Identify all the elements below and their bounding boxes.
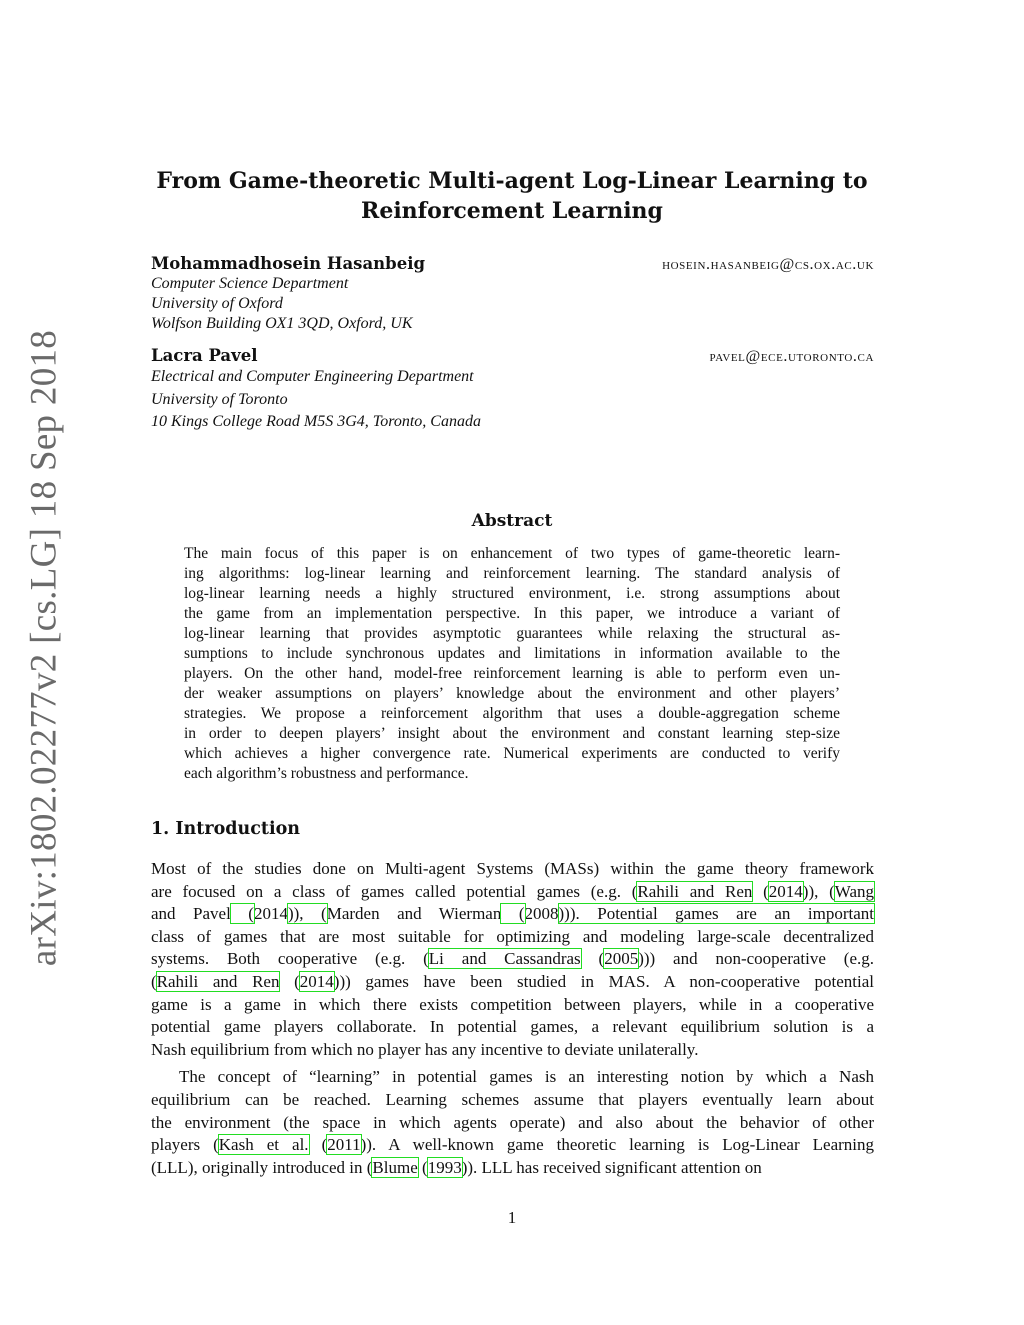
intro-text: )). A well-known game theoretic learning is Log-Linear Learning	[360, 1135, 874, 1155]
intro-text: (	[279, 971, 300, 991]
abstract-line: The main focus of this paper is on enhancement of two types of game-theoretic learn-	[184, 545, 840, 562]
author-affiliation-line: University of Toronto	[151, 390, 288, 408]
citation-link[interactable]: (	[230, 904, 254, 924]
intro-text: (	[580, 949, 605, 969]
paper-title	[150, 166, 874, 226]
intro-text: game is a game in which there exists competition between players, while in a cooperative	[151, 994, 874, 1014]
intro-text: Most of the studies done on Multi-agent Systems (MASs) within the game theory framework	[151, 859, 874, 878]
intro-text: Nash equilibrium from which no player has any incentive to deviate unilaterally.	[151, 1039, 699, 1059]
citation-link[interactable]: 2014	[299, 971, 334, 991]
citation-link[interactable]: Kash et al.	[218, 1135, 309, 1155]
intro-line	[151, 948, 874, 971]
author-affiliation-line: Electrical and Computer Engineering Department	[151, 368, 474, 385]
citation-link[interactable]: 2005	[604, 949, 639, 969]
intro-line	[151, 858, 874, 881]
intro-text: )). LLL has received significant attention on	[461, 1157, 762, 1177]
intro-line	[151, 1112, 874, 1135]
abstract-line: the game from an implementation perspective. In this paper, we introduce a variant of	[184, 605, 840, 622]
abstract-heading: Abstract	[471, 511, 553, 531]
abstract-line: players. On the other hand, model-free reinforcement learning is able to perform even un-	[184, 665, 840, 682]
abstract-line: strategies. We propose a reinforcement algorithm that uses a double-aggregation scheme	[184, 705, 840, 722]
intro-text: equilibrium can be reached. Learning schemes assume that players eventually learn about	[151, 1089, 874, 1109]
intro-text: 2014	[253, 904, 288, 924]
citation-link[interactable]: 1993	[427, 1157, 462, 1177]
page-number: 1	[507, 1208, 517, 1227]
intro-line	[151, 971, 874, 994]
citation-link[interactable]: Wang	[834, 881, 875, 901]
citation-link[interactable]: Blume	[372, 1157, 418, 1177]
author-email[interactable]: pavel@ece.utoronto.ca	[709, 348, 874, 365]
intro-line	[151, 1089, 874, 1112]
intro-text: (	[151, 971, 157, 991]
citation-link[interactable]: Rahili and Ren	[637, 881, 753, 901]
intro-line	[151, 1134, 874, 1157]
author-email[interactable]: hosein.hasanbeig@cs.ox.ac.uk	[662, 256, 874, 273]
intro-text: ))) games have been studied in MAS. A non-cooperative potential	[333, 971, 874, 991]
intro-text: (	[308, 1135, 328, 1155]
intro-line	[151, 994, 874, 1017]
citation-link[interactable]: )), (	[287, 904, 327, 924]
intro-text: are focused on a class of games called potential games (e.g. (	[151, 881, 638, 901]
citation-link[interactable]: (	[501, 904, 525, 924]
title-line-2: Reinforcement Learning	[361, 198, 663, 224]
author-affiliation-line: 10 Kings College Road M5S 3G4, Toronto, Canada	[151, 413, 481, 430]
abstract-line: which achieves a higher convergence rate. Numerical experiments are conducted to verify	[184, 745, 840, 762]
author-name: Mohammadhosein Hasanbeig	[151, 254, 425, 273]
title-line-1: From Game-theoretic Multi-agent Log-Linear Learning to	[156, 168, 868, 194]
intro-text: class of games that are most suitable for optimizing and modeling large-scale decentralized	[151, 926, 874, 946]
intro-text: ))) and non-cooperative (e.g.	[638, 949, 874, 969]
intro-text: players (	[151, 1135, 219, 1155]
author-1	[151, 254, 874, 334]
abstract-line: ing algorithms: log-linear learning and reinforcement learning. The standard analysis of	[184, 565, 840, 582]
intro-line	[151, 926, 874, 949]
intro-text: (	[752, 881, 769, 901]
abstract-line: der weaker assumptions on players’ knowledge about the environment and other players’	[184, 685, 840, 702]
citation-link[interactable]: 2014	[768, 881, 803, 901]
abstract-line: sumptions to include synchronous updates and limitations in information available to the	[184, 645, 840, 662]
intro-text: The concept of “learning” in potential games is an interesting notion by which a Nash	[179, 1067, 874, 1087]
author-affiliation-line: University of Oxford	[151, 295, 283, 312]
section-heading-introduction: 1. Introduction	[151, 819, 300, 839]
abstract-line: each algorithm’s robustness and performance.	[184, 765, 469, 782]
intro-line	[151, 881, 874, 904]
intro-line	[151, 903, 874, 926]
intro-text: and Pavel	[151, 904, 231, 924]
abstract-body	[184, 544, 840, 784]
intro-text: 2008	[524, 904, 559, 924]
arxiv-identifier: arXiv:1802.02277v2 [cs.LG] 18 Sep 2018	[23, 329, 65, 967]
intro-text: potential game players collaborate. In potential games, a relevant equilibrium solution is a	[151, 1017, 874, 1037]
intro-paragraph-1	[151, 858, 874, 1061]
citation-link[interactable]: Rahili and Ren	[156, 971, 280, 991]
intro-line	[151, 1157, 874, 1180]
citation-link[interactable]: Li and Cassandras	[428, 949, 581, 969]
intro-line	[151, 1066, 874, 1089]
abstract-line: in order to deepen players’ insight about the environment and constant learning step-size	[184, 725, 840, 742]
abstract-line: log-linear learning needs a highly structured environment, i.e. strong assumptions about	[184, 585, 840, 602]
intro-text: )), (	[802, 881, 835, 901]
intro-text: (	[417, 1157, 428, 1177]
introduction-body	[151, 858, 874, 1179]
author-2	[151, 346, 874, 434]
intro-text: (LLL), originally introduced in (	[151, 1157, 373, 1177]
intro-line	[151, 1039, 874, 1062]
intro-text: Marden and Wierman	[326, 904, 502, 924]
intro-paragraph-2	[151, 1066, 874, 1179]
citation-link[interactable]: 2011	[327, 1135, 361, 1155]
citation-link[interactable]: ))). Potential games are an important	[558, 904, 874, 924]
author-name: Lacra Pavel	[151, 346, 258, 365]
intro-line	[151, 1016, 874, 1039]
intro-text: systems. Both cooperative (e.g. (	[151, 949, 429, 969]
author-affiliation-line: Wolfson Building OX1 3QD, Oxford, UK	[151, 315, 413, 332]
abstract-line: log-linear learning that provides asymptotic guarantees while relaxing the structural as-	[184, 625, 840, 642]
author-affiliation-line: Computer Science Department	[151, 275, 349, 292]
intro-text: the environment (the space in which agents operate) and also about the behavior of other	[151, 1112, 874, 1132]
